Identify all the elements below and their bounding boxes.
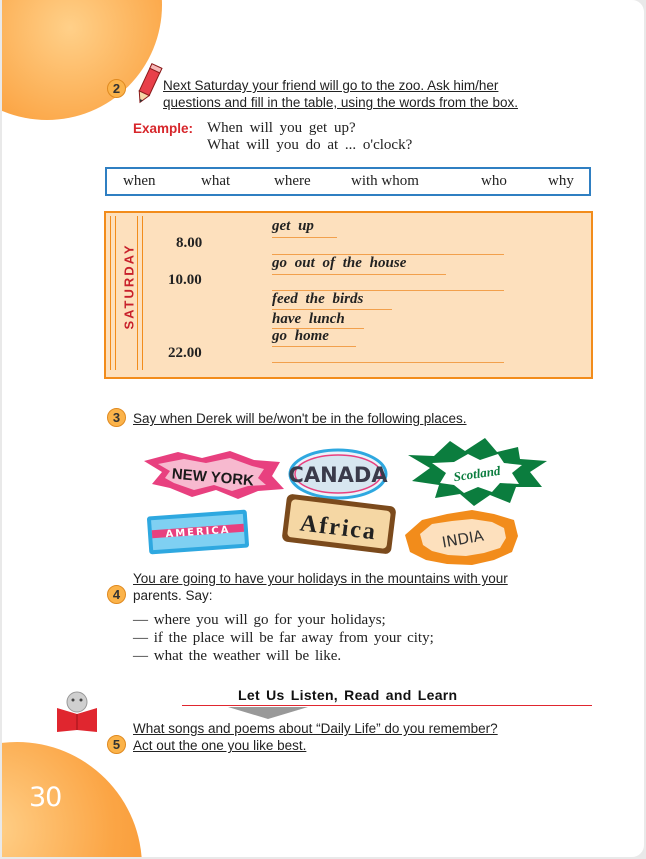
stamp-label: AMERICA bbox=[165, 524, 231, 541]
stamp-canada bbox=[288, 450, 388, 498]
word-item: where bbox=[274, 173, 311, 189]
stamp-new-york bbox=[144, 451, 284, 499]
time-label: 8.00 bbox=[176, 235, 203, 251]
exercise-4-number: 4 bbox=[107, 585, 126, 604]
activity-entry: get up bbox=[272, 218, 314, 234]
day-label: SATURDAY bbox=[121, 243, 137, 330]
exercise-2-number: 2 bbox=[107, 79, 126, 98]
page-number: 30 bbox=[29, 782, 62, 813]
time-label: 22.00 bbox=[168, 345, 202, 361]
example-line-2: What will you do at ... o'clock? bbox=[207, 137, 413, 153]
word-item: what bbox=[201, 173, 231, 189]
stamp-africa bbox=[281, 493, 396, 554]
time-label: 10.00 bbox=[168, 272, 202, 288]
stamp-label: Africa bbox=[298, 510, 379, 546]
stamp-label: CANADA bbox=[288, 463, 388, 487]
activity-entry: go out of the house bbox=[272, 255, 407, 271]
list-item: — if the place will be far away from your city; bbox=[133, 630, 434, 646]
list-item: — where you will go for your holidays; bbox=[133, 612, 386, 628]
exercise-5-instruction-line1: What songs and poems about “Daily Life” do you remember? bbox=[133, 721, 498, 736]
exercise-4-instruction-line1: You are going to have your holidays in the mountains with your bbox=[133, 571, 508, 586]
reading-child-icon bbox=[54, 688, 100, 734]
activity-entry: have lunch bbox=[272, 311, 345, 327]
stamp-label: NEW YORK bbox=[171, 465, 255, 490]
exercise-5-number: 5 bbox=[107, 735, 126, 754]
list-item: — what the weather will be like. bbox=[133, 648, 342, 664]
exercise-3-number: 3 bbox=[107, 408, 126, 427]
stamp-label: INDIA bbox=[440, 526, 486, 552]
example-label: Example: bbox=[133, 121, 194, 136]
exercise-5-instruction-line2: Act out the one you like best. bbox=[133, 738, 307, 753]
exercise-2-instruction-line1: Next Saturday your friend will go to the zoo. Ask him/her bbox=[163, 78, 499, 93]
stamp-scotland bbox=[408, 438, 547, 506]
exercise-2-instruction-line2: questions and fill in the table, using the words from the box. bbox=[163, 95, 518, 110]
section-heading: Let Us Listen, Read and Learn bbox=[238, 687, 458, 703]
stamp-label: Scotland bbox=[452, 462, 502, 485]
word-item: why bbox=[548, 173, 574, 189]
activity-entry: go home bbox=[272, 328, 329, 344]
exercise-4-instruction-line2: parents. Say: bbox=[133, 588, 213, 603]
heading-divider bbox=[182, 705, 592, 706]
exercise-3-instruction: Say when Derek will be/won't be in the following places. bbox=[133, 411, 467, 426]
stamp-america bbox=[147, 510, 249, 555]
activity-entry: feed the birds bbox=[272, 291, 364, 307]
section-arrow bbox=[228, 707, 308, 719]
example-line-1: When will you get up? bbox=[207, 120, 356, 136]
word-item: when bbox=[123, 173, 156, 189]
word-item: with whom bbox=[351, 173, 419, 189]
stamp-india bbox=[405, 510, 518, 565]
textbook-page bbox=[2, 0, 644, 857]
word-item: who bbox=[481, 173, 507, 189]
